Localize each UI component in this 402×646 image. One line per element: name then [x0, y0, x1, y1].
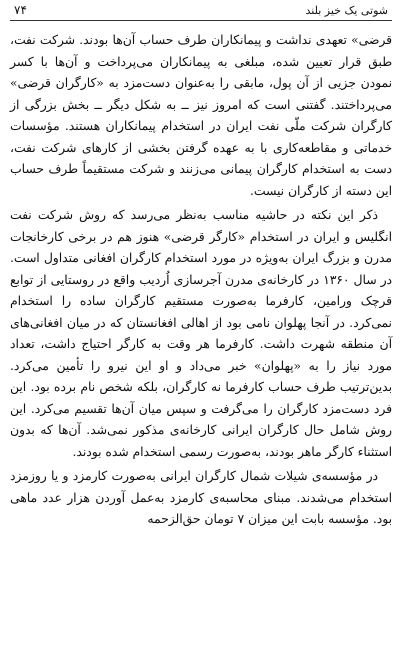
paragraph: ذکر این نکته در حاشیه مناسب به‌نظر می‌رسد که روش شرکت نفت انگلیس و ایران در استخدام «کارگر قرضی» هنوز هم در برخی کارخانجات مدرن و بزرگ ایران به‌ویژه در مورد استخدام کارگران افغانی متداول است. در سال ۱۳۶۰ در کارخانه‌ی مدرن آجرسازی اُردیب واقع در روستایی از توابع قرچک ورامین، کارفرما به‌صورت مستقیم کارگران ساده را استخدام نمی‌کرد. در آنجا پهلوان نامی بود از اهالی افغانستان که در میان افغانی‌های آن منطقه شهرت داشت. کارفرما هر وقت به کارگر احتیاج داشت، تعداد مورد نیاز را به «پهلوان» خبر می‌داد و او این نیرو را تأمین می‌کرد. بدین‌ترتیب طرف حساب کارفرما نه کارگران، بلکه شخص نام برده بود. این فرد دست‌مزد کارگران را می‌گرفت و سپس میان آن‌ها تقسیم می‌کرد. این روش شامل حال کارگران ایرانی کارخانه‌ی مذکور نمی‌شد. آن‌ها که بدون استثناء کارگر ماهر بودند، به‌صورت رسمی استخدام شده بودند. [10, 208, 392, 459]
running-title: شوتی یک خیز بلند [305, 3, 388, 17]
page-number: ۷۴ [14, 3, 27, 17]
body-text [10, 30, 392, 531]
paragraph: در مؤسسه‌ی شیلات شمال کارگران ایرانی به‌صورت کارمزد و یا روزمزد استخدام می‌شدند. مبنای محاسبه‌ی کارمزد به‌عمل آوردن هزار عدد ماهی بود. مؤسسه بابت این میزان ۷ تومان حق‌الزحمه [10, 469, 392, 526]
page-header [14, 0, 388, 20]
paragraph: قرضی» تعهدی نداشت و پیمانکاران طرف حساب آن‌ها بودند. شرکت نفت، طبق قرار تعیین شده، مبلغی به پیمانکاران می‌پرداخت و آن‌ها با کسر نمودن جزیی از آن پول، مابقی را به‌عنوان دست‌مزد به «کارگران قرضی» می‌پرداختند. گفتنی است که امروز نیز ــ به شکل دیگر ــ بخش بزرگی از کارگران شرکت ملّی نفت ایران در استخدام پیمانکاران هستند. مؤسسات خدماتی و مقاطعه‌کاری با به عهده گرفتن بخشی از کارهای شرکت نفت، دست به استخدام کارگران پیمانی می‌زنند و شرکت مستقیماً طرف حساب این دسته از کارگران نیست. [10, 33, 392, 198]
header-rule [10, 20, 392, 21]
